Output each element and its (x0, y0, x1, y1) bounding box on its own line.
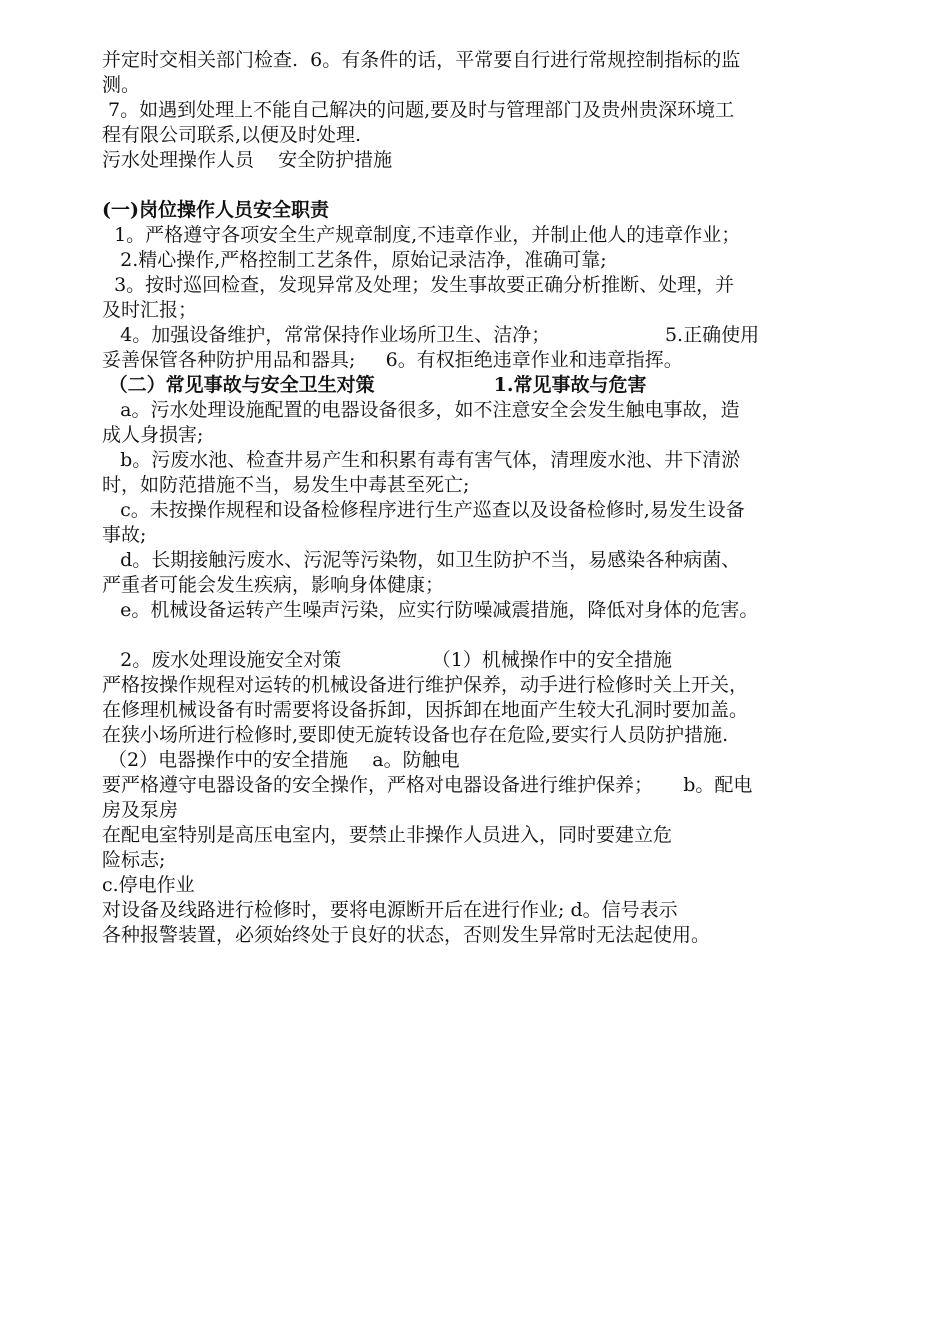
text-line: 2.精心操作,严格控制工艺条件，原始记录洁净，准确可靠; (102, 249, 607, 271)
text-line: 房及泵房 (102, 799, 179, 821)
section-heading-1: (一)岗位操作人员安全职责 (102, 199, 329, 221)
text-line: 在狭小场所进行检修时,要即使无旋转设备也存在危险,要实行人员防护措施. (102, 724, 729, 746)
text-line: 时，如防范措施不当，易发生中毒甚至死亡; (102, 474, 470, 496)
text-line: 严重者可能会发生疾病，影响身体健康； (102, 574, 445, 596)
text-line: 险标志; (102, 849, 166, 871)
text-line: 成人身损害; (102, 424, 204, 446)
text-line: 程有限公司联系,以便及时处理. (102, 124, 362, 146)
text-line: 妥善保管各种防护用品和器具; 6。有权拒绝违章作业和违章指挥。 (102, 349, 683, 371)
text-line: 及时汇报； (102, 299, 198, 321)
text-line: 严格按操作规程对运转的机械设备进行维护保养，动手进行检修时关上开关， (102, 674, 749, 696)
text-line: e。机械设备运转产生噪声污染，应实行防噪减震措施，降低对身体的危害。 (102, 599, 759, 621)
text-line: （2）电器操作中的安全措施 a。防触电 (102, 749, 460, 771)
text-line: 3。按时巡回检查，发现异常及处理；发生事故要正确分析推断、处理，并 (102, 274, 735, 296)
text-line: c.停电作业 (102, 874, 195, 896)
section-title: 污水处理操作人员 安全防护措施 (102, 149, 393, 171)
text-line: c。未按操作规程和设备检修程序进行生产巡查以及设备检修时,易发生设备 (102, 499, 745, 521)
text-line: 4。加强设备维护，常常保持作业场所卫生、洁净； 5.正确使用 (102, 324, 760, 346)
text-line: 各种报警装置，必须始终处于良好的状态，否则发生异常时无法起使用。 (102, 924, 711, 946)
text-line: d。长期接触污废水、污泥等污染物，如卫生防护不当，易感染各种病菌、 (102, 549, 741, 571)
text-line: 在配电室特别是高压电室内，要禁止非操作人员进入，同时要建立危 (102, 824, 673, 846)
text-line: 1。严格遵守各项安全生产规章制度,不违章作业，并制止他人的违章作业； (102, 224, 741, 246)
text-line: 要严格遵守电器设备的安全操作，严格对电器设备进行维护保养； b。配电 (102, 774, 753, 796)
text-line: b。污废水池、检查井易产生和积累有毒有害气体，清理废水池、井下清淤 (102, 449, 741, 471)
text-line: 并定时交相关部门检查. 6。有条件的话，平常要自行进行常规控制指标的监 (102, 49, 741, 71)
text-line: 测。 (102, 74, 141, 96)
text-line: 2。废水处理设施安全对策 （1）机械操作中的安全措施 (102, 649, 672, 671)
text-line: 7。如遇到处理上不能自己解决的问题,要及时与管理部门及贵州贵深环境工 (102, 99, 735, 121)
text-line: 在修理机械设备有时需要将设备拆卸，因拆卸在地面产生较大孔洞时要加盖。 (102, 699, 749, 721)
text-line: 事故; (102, 524, 147, 546)
text-line: a。污水处理设施配置的电器设备很多，如不注意安全会发生触电事故，造 (102, 399, 740, 421)
section-heading-2: （二）常见事故与安全卫生对策 1.常见事故与危害 (102, 374, 647, 396)
text-line: 对设备及线路进行检修时，要将电源断开后在进行作业; d。信号表示 (102, 899, 678, 921)
